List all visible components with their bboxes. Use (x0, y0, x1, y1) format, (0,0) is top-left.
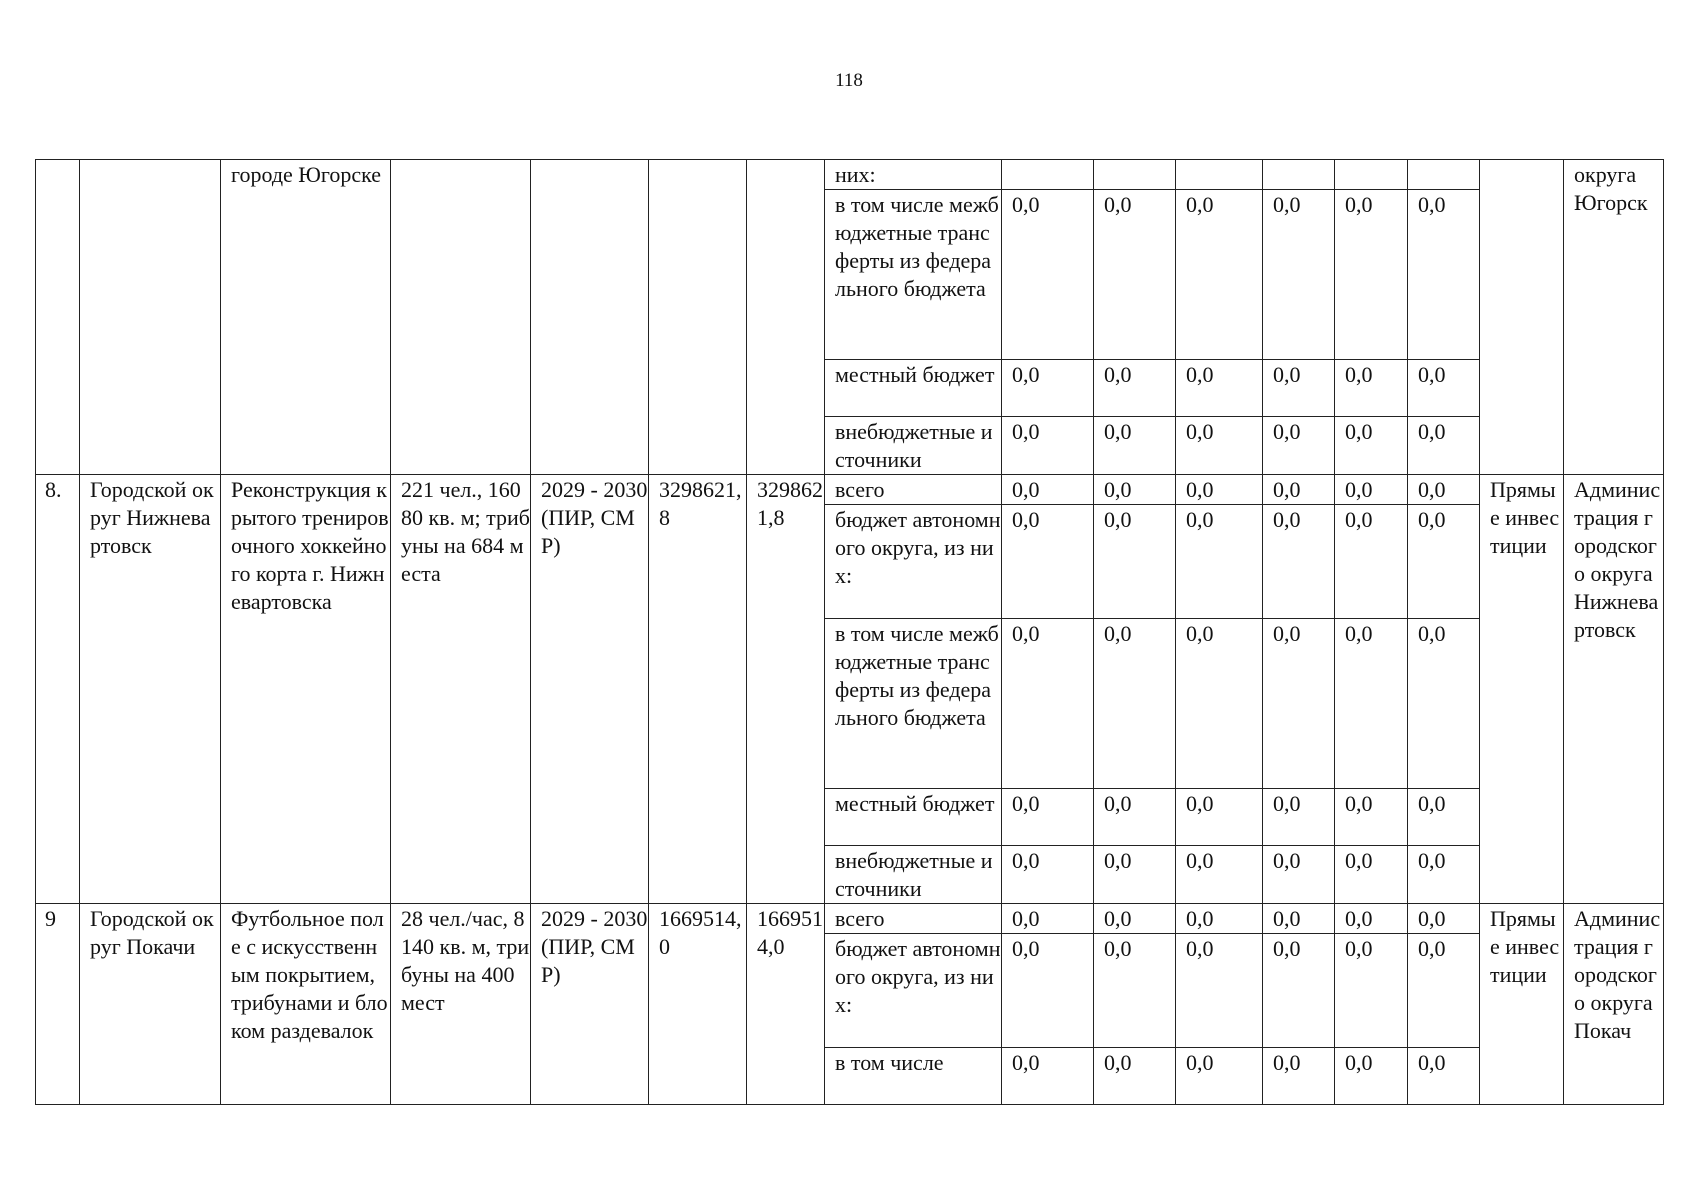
value-cell: 0,0 (1176, 789, 1263, 846)
value-cell: 0,0 (1094, 190, 1176, 360)
value-cell: 0,0 (1408, 360, 1480, 417)
funding-source-cell: бюджет автономного округа, из них: (825, 505, 1002, 619)
funding-source-cell: внебюджетные источники (825, 417, 1002, 475)
value-cell: 0,0 (1263, 475, 1335, 505)
value-cell: 0,0 (1176, 1048, 1263, 1105)
value-cell: 0,0 (1094, 360, 1176, 417)
value-cell: 0,0 (1335, 505, 1408, 619)
value-cell: 0,0 (1094, 417, 1176, 475)
value-cell: 0,0 (1176, 619, 1263, 789)
value-cell: 0,0 (1002, 904, 1094, 934)
cost-remaining-cell (747, 160, 825, 475)
value-cell (1094, 160, 1176, 190)
value-cell: 0,0 (1263, 505, 1335, 619)
municipality-cell: Городской округ Нижневартовск (80, 475, 221, 904)
value-cell: 0,0 (1408, 505, 1480, 619)
value-cell: 0,0 (1263, 904, 1335, 934)
value-cell: 0,0 (1094, 934, 1176, 1048)
value-cell: 0,0 (1176, 846, 1263, 904)
responsible-cell: Администрация городского округа Нижневартовск (1564, 475, 1664, 904)
table-row (36, 475, 1664, 505)
value-cell (1002, 160, 1094, 190)
municipality-cell: Городской округ Покачи (80, 904, 221, 1105)
value-cell: 0,0 (1094, 1048, 1176, 1105)
object-cell: Футбольное поле с искусственным покрытием, трибунами и блоком раздевалок (221, 904, 391, 1105)
value-cell: 0,0 (1094, 475, 1176, 505)
value-cell: 0,0 (1335, 475, 1408, 505)
value-cell (1176, 160, 1263, 190)
value-cell: 0,0 (1408, 475, 1480, 505)
funding-source-cell: них: (825, 160, 1002, 190)
funding-source-cell: в том числе межбюджетные трансферты из федерального бюджета (825, 619, 1002, 789)
value-cell: 0,0 (1002, 417, 1094, 475)
value-cell: 0,0 (1002, 190, 1094, 360)
value-cell: 0,0 (1176, 190, 1263, 360)
mechanism-cell (1480, 160, 1564, 475)
value-cell: 0,0 (1408, 417, 1480, 475)
capacity-cell: 28 чел./час, 8140 кв. м, трибуны на 400 мест (391, 904, 531, 1105)
value-cell: 0,0 (1408, 619, 1480, 789)
value-cell: 0,0 (1002, 934, 1094, 1048)
value-cell: 0,0 (1263, 417, 1335, 475)
value-cell: 0,0 (1176, 934, 1263, 1048)
cost-total-cell: 1669514,0 (649, 904, 747, 1105)
funding-source-cell: бюджет автономного округа, из них: (825, 934, 1002, 1048)
value-cell: 0,0 (1094, 789, 1176, 846)
mechanism-cell: Прямые инвестиции (1480, 475, 1564, 904)
value-cell: 0,0 (1002, 1048, 1094, 1105)
value-cell: 0,0 (1002, 789, 1094, 846)
value-cell: 0,0 (1335, 1048, 1408, 1105)
value-cell: 0,0 (1094, 619, 1176, 789)
value-cell: 0,0 (1176, 505, 1263, 619)
period-cell (531, 160, 649, 475)
funding-source-cell: внебюджетные источники (825, 846, 1002, 904)
funding-source-cell: в том числе межбюджетные трансферты из федерального бюджета (825, 190, 1002, 360)
funding-source-cell: местный бюджет (825, 789, 1002, 846)
value-cell: 0,0 (1335, 190, 1408, 360)
value-cell: 0,0 (1263, 934, 1335, 1048)
responsible-cell: округа Югорск (1564, 160, 1664, 475)
value-cell: 0,0 (1263, 1048, 1335, 1105)
cost-remaining-cell: 1669514,0 (747, 904, 825, 1105)
funding-source-cell: всего (825, 475, 1002, 505)
table-row (36, 160, 1664, 190)
value-cell (1335, 160, 1408, 190)
period-cell: 2029 - 2030 (ПИР, СМР) (531, 475, 649, 904)
value-cell: 0,0 (1094, 904, 1176, 934)
investment-table (35, 159, 1664, 1105)
page-number: 118 (835, 70, 863, 91)
value-cell: 0,0 (1094, 846, 1176, 904)
value-cell: 0,0 (1408, 846, 1480, 904)
value-cell: 0,0 (1335, 417, 1408, 475)
row-number: 9 (36, 904, 80, 1105)
value-cell: 0,0 (1408, 190, 1480, 360)
object-cell: городе Югорске (221, 160, 391, 475)
value-cell: 0,0 (1408, 934, 1480, 1048)
funding-source-cell: местный бюджет (825, 360, 1002, 417)
value-cell: 0,0 (1002, 619, 1094, 789)
value-cell: 0,0 (1335, 619, 1408, 789)
value-cell: 0,0 (1002, 846, 1094, 904)
row-number: 8. (36, 475, 80, 904)
value-cell: 0,0 (1408, 789, 1480, 846)
row-number (36, 160, 80, 475)
capacity-cell (391, 160, 531, 475)
value-cell: 0,0 (1263, 846, 1335, 904)
value-cell: 0,0 (1408, 904, 1480, 934)
capacity-cell: 221 чел., 16080 кв. м; трибуны на 684 места (391, 475, 531, 904)
value-cell (1263, 160, 1335, 190)
value-cell: 0,0 (1002, 475, 1094, 505)
value-cell: 0,0 (1002, 505, 1094, 619)
value-cell: 0,0 (1263, 619, 1335, 789)
value-cell: 0,0 (1335, 934, 1408, 1048)
value-cell: 0,0 (1002, 360, 1094, 417)
value-cell: 0,0 (1263, 360, 1335, 417)
value-cell: 0,0 (1263, 190, 1335, 360)
value-cell: 0,0 (1263, 789, 1335, 846)
value-cell: 0,0 (1176, 475, 1263, 505)
cost-total-cell (649, 160, 747, 475)
value-cell: 0,0 (1176, 417, 1263, 475)
mechanism-cell: Прямые инвестиции (1480, 904, 1564, 1105)
value-cell: 0,0 (1176, 904, 1263, 934)
value-cell: 0,0 (1408, 1048, 1480, 1105)
value-cell: 0,0 (1335, 360, 1408, 417)
funding-source-cell: в том числе (825, 1048, 1002, 1105)
municipality-cell (80, 160, 221, 475)
period-cell: 2029 - 2030 (ПИР, СМР) (531, 904, 649, 1105)
responsible-cell: Администрация городского округа Покач (1564, 904, 1664, 1105)
value-cell: 0,0 (1335, 904, 1408, 934)
value-cell: 0,0 (1176, 360, 1263, 417)
cost-total-cell: 3298621,8 (649, 475, 747, 904)
value-cell: 0,0 (1335, 789, 1408, 846)
cost-remaining-cell: 3298621,8 (747, 475, 825, 904)
table-row (36, 904, 1664, 934)
object-cell: Реконструкция крытого тренировочного хоккейного корта г. Нижневартовска (221, 475, 391, 904)
value-cell: 0,0 (1094, 505, 1176, 619)
value-cell: 0,0 (1335, 846, 1408, 904)
value-cell (1408, 160, 1480, 190)
funding-source-cell: всего (825, 904, 1002, 934)
